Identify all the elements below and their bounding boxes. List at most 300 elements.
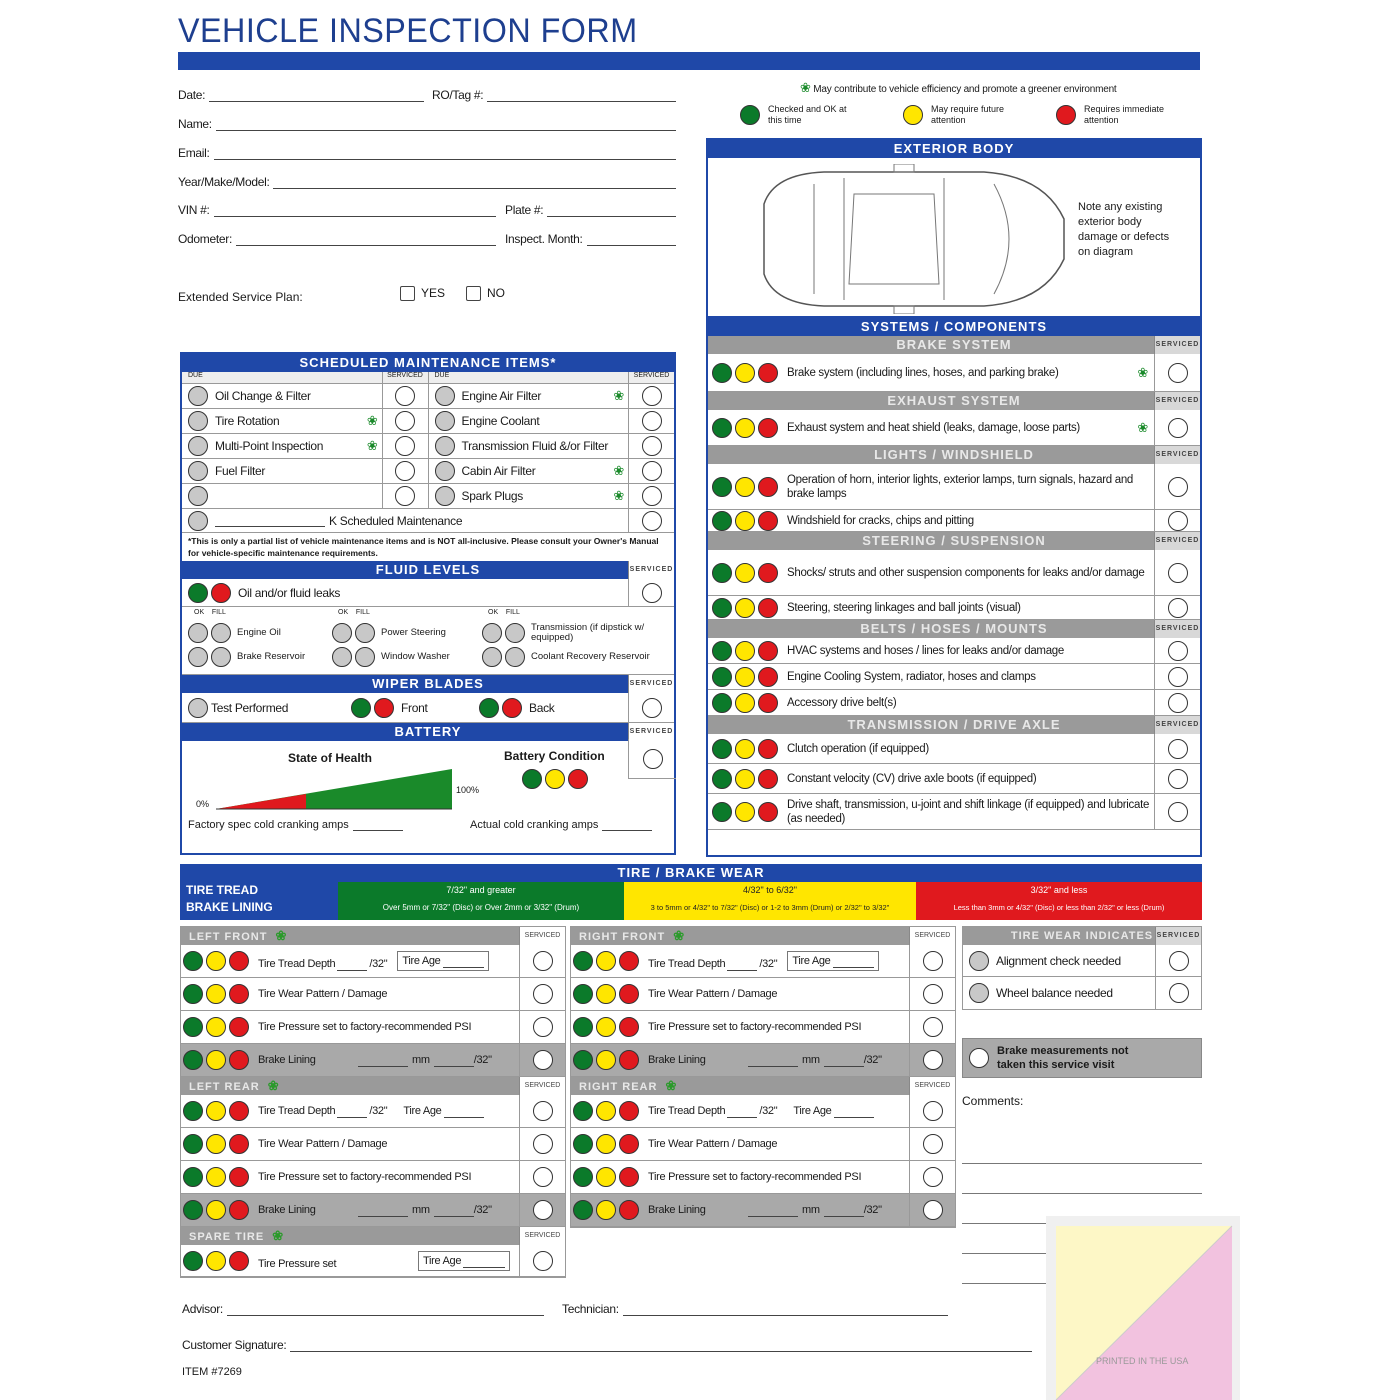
sched-item-row: Engine Coolant: [429, 409, 675, 434]
system-item-row: HVAC systems and hoses / lines for leaks and/or damage: [708, 638, 1200, 664]
red-dot-icon[interactable]: [619, 1167, 639, 1187]
serviced-circle[interactable]: [923, 1101, 943, 1121]
wiper-row: Test Performed Front Back: [182, 693, 674, 723]
fill-circle-icon[interactable]: [505, 647, 525, 667]
tire-row: Tire Wear Pattern / Damage: [181, 978, 565, 1011]
red-dot-icon[interactable]: [229, 951, 249, 971]
tire-row: Tire Tread Depth /32" Tire Age: [181, 1095, 565, 1128]
yellow-dot-icon[interactable]: [206, 1167, 226, 1187]
leaf-icon: ❀: [267, 1078, 280, 1093]
serviced-circle[interactable]: [1168, 511, 1188, 531]
tire-row: Tire Tread Depth /32" Tire Age: [181, 945, 565, 978]
green-dot-icon[interactable]: [573, 984, 593, 1004]
red-dot-icon[interactable]: [758, 667, 778, 687]
system-group-header: TRANSMISSION / DRIVE AXLE SERVICED: [708, 716, 1200, 734]
serviced-circle[interactable]: [1168, 563, 1188, 583]
vin-field[interactable]: VIN #:: [178, 203, 496, 217]
hundred-label: 100%: [456, 785, 480, 795]
system-item-row: Operation of horn, interior lights, exterior lamps, turn signals, hazard and brake lamps: [708, 464, 1200, 510]
systems-panel: [706, 316, 1202, 857]
serviced-circle[interactable]: [642, 698, 662, 718]
fluid-title: FLUID LEVELS SERVICED: [182, 561, 674, 579]
green-dot-icon[interactable]: [573, 1050, 593, 1070]
plate-field[interactable]: Plate #:: [505, 203, 676, 217]
fill-circle-icon[interactable]: [355, 623, 375, 643]
ok-circle-icon[interactable]: [332, 623, 352, 643]
yellow-dot-icon[interactable]: [735, 563, 755, 583]
sched-title: SCHEDULED MAINTENANCE ITEMS*: [182, 354, 674, 372]
tire-block-header: SPARE TIRE ❀: [181, 1227, 521, 1245]
tire-block-spare: SPARE TIRE ❀ SERVICED Tire Pressure set Tire Age: [180, 1226, 566, 1278]
green-dot-icon[interactable]: [183, 1101, 203, 1121]
align-circle-icon[interactable]: [969, 951, 989, 971]
red-dot-icon[interactable]: [758, 363, 778, 383]
red-dot-icon[interactable]: [229, 1017, 249, 1037]
serviced-circle[interactable]: [533, 1134, 553, 1154]
green-dot-icon[interactable]: [712, 667, 732, 687]
yellow-dot-icon[interactable]: [735, 667, 755, 687]
leaf-icon: ❀: [665, 1078, 678, 1093]
green-dot-icon[interactable]: [351, 698, 371, 718]
system-item-row: Constant velocity (CV) drive axle boots (if equipped): [708, 764, 1200, 794]
serviced-circle[interactable]: [395, 436, 415, 456]
fill-circle-icon[interactable]: [211, 647, 231, 667]
red-dot-icon[interactable]: [229, 1251, 249, 1271]
test-circle-icon[interactable]: [188, 698, 208, 718]
yellow-dot-icon[interactable]: [735, 477, 755, 497]
due-circle-icon[interactable]: [188, 411, 208, 431]
fluid-item: Power Steering: [332, 623, 471, 643]
serviced-circle[interactable]: [643, 749, 663, 769]
system-item-row: Drive shaft, transmission, u-joint and shift linkage (if equipped) and lubricate (as needed): [708, 794, 1200, 830]
wear-title: TIRE WEAR INDICATES SERVICED: [963, 927, 1201, 945]
tire-row: Tire Pressure set to factory-recommended PSI: [571, 1011, 955, 1044]
due-circle-icon[interactable]: [435, 386, 455, 406]
green-dot-icon[interactable]: [573, 1200, 593, 1220]
serviced-circle[interactable]: [533, 1017, 553, 1037]
battery-title: BATTERY SERVICED: [182, 723, 674, 741]
yellow-dot-icon[interactable]: [735, 802, 755, 822]
green-dot-icon[interactable]: [712, 477, 732, 497]
due-header: DUE: [428, 372, 629, 383]
green-dot-icon[interactable]: [712, 598, 732, 618]
esp-yes[interactable]: YES: [400, 286, 445, 301]
factory-cca-field[interactable]: Factory spec cold cranking amps: [188, 819, 403, 831]
tire-row: Tire Pressure set to factory-recommended PSI: [571, 1161, 955, 1194]
technician-field[interactable]: Technician:: [562, 1302, 948, 1316]
system-item-row: Steering, steering linkages and ball joints (visual): [708, 596, 1200, 620]
green-dot-icon[interactable]: [712, 563, 732, 583]
red-dot-icon[interactable]: [619, 1101, 639, 1121]
yellow-dot-icon[interactable]: [596, 1050, 616, 1070]
yellow-dot-icon[interactable]: [596, 984, 616, 1004]
due-circle-icon[interactable]: [188, 386, 208, 406]
system-item-row: Accessory drive belt(s): [708, 690, 1200, 716]
yellow-dot-icon[interactable]: [735, 739, 755, 759]
serviced-header: SERVICED: [628, 372, 674, 383]
serviced-circle[interactable]: [395, 486, 415, 506]
tire-section: [180, 864, 1202, 920]
leaf-icon: ❀: [613, 488, 624, 503]
system-group-header: EXHAUST SYSTEM SERVICED: [708, 392, 1200, 410]
due-circle-icon[interactable]: [188, 511, 208, 531]
serviced-circle[interactable]: [642, 411, 662, 431]
serviced-circle[interactable]: [923, 951, 943, 971]
red-dot-icon[interactable]: [758, 769, 778, 789]
actual-cca-field[interactable]: Actual cold cranking amps: [470, 819, 652, 831]
yellow-dot-icon[interactable]: [545, 769, 565, 789]
tire-row: Tire Pressure set Tire Age: [181, 1245, 565, 1277]
item-number: ITEM #7269: [182, 1366, 242, 1378]
leaf-icon: ❀: [366, 438, 378, 453]
serviced-circle[interactable]: [395, 461, 415, 481]
yellow-dot-icon[interactable]: [206, 1134, 226, 1154]
yellow-dot-icon[interactable]: [596, 1134, 616, 1154]
green-dot-icon[interactable]: [573, 1134, 593, 1154]
red-dot-icon[interactable]: [619, 1017, 639, 1037]
name-field[interactable]: Name:: [178, 117, 676, 131]
esp-label: Extended Service Plan:: [178, 290, 303, 304]
tire-row: Brake Lining mm /32": [571, 1194, 955, 1227]
serviced-circle[interactable]: [923, 1050, 943, 1070]
serviced-circle[interactable]: [533, 1050, 553, 1070]
serviced-circle[interactable]: [923, 984, 943, 1004]
balance-circle-icon[interactable]: [969, 983, 989, 1003]
no-checkbox[interactable]: [466, 286, 481, 301]
yes-checkbox[interactable]: [400, 286, 415, 301]
tire-title: TIRE / BRAKE WEAR: [180, 864, 1202, 882]
comments-label: Comments:: [962, 1094, 1024, 1108]
fluid-item: Engine Oil: [188, 623, 327, 643]
tire-row: Brake Lining mm /32": [571, 1044, 955, 1077]
serviced-circle[interactable]: [1168, 693, 1188, 713]
advisor-field[interactable]: Advisor:: [182, 1302, 544, 1316]
leaf-icon: ❀: [673, 928, 686, 943]
leaf-icon: ❀: [613, 463, 624, 478]
due-circle-icon[interactable]: [435, 486, 455, 506]
due-circle-icon[interactable]: [188, 486, 208, 506]
serviced-circle[interactable]: [395, 386, 415, 406]
serviced-circle[interactable]: [642, 583, 662, 603]
serviced-circle[interactable]: [923, 1017, 943, 1037]
yellow-dot-icon[interactable]: [596, 1200, 616, 1220]
red-dot-icon[interactable]: [758, 418, 778, 438]
green-dot-icon[interactable]: [712, 511, 732, 531]
sched-item-row: [182, 484, 428, 509]
green-dot-icon[interactable]: [183, 951, 203, 971]
serviced-circle[interactable]: [923, 1167, 943, 1187]
serviced-circle[interactable]: [642, 386, 662, 406]
legend-red: Requires immediate attention: [1056, 104, 1190, 126]
red-dot-icon[interactable]: [229, 1134, 249, 1154]
battery-section: [182, 741, 674, 831]
serviced-circle[interactable]: [533, 984, 553, 1004]
system-group-header: LIGHTS / WINDSHIELD SERVICED: [708, 446, 1200, 464]
green-dot-icon[interactable]: [712, 363, 732, 383]
yellow-dot-icon[interactable]: [206, 951, 226, 971]
ok-circle-icon[interactable]: [332, 647, 352, 667]
fill-circle-icon[interactable]: [211, 623, 231, 643]
green-dot-icon[interactable]: [183, 984, 203, 1004]
green-dot-icon[interactable]: [573, 1101, 593, 1121]
red-dot-icon[interactable]: [758, 802, 778, 822]
red-dot-icon[interactable]: [758, 598, 778, 618]
red-dot-icon[interactable]: [229, 1167, 249, 1187]
green-dot-icon[interactable]: [183, 1134, 203, 1154]
ok-circle-icon[interactable]: [188, 647, 208, 667]
exterior-title: EXTERIOR BODY: [708, 140, 1200, 158]
serviced-circle[interactable]: [642, 486, 662, 506]
serviced-circle[interactable]: [533, 1101, 553, 1121]
leaf-icon: ❀: [366, 413, 378, 428]
leaf-icon: ❀: [1137, 419, 1148, 435]
green-dot-icon[interactable]: [712, 693, 732, 713]
sched-item-row: Cabin Air Filter ❀: [429, 459, 675, 484]
tire-row: Tire Tread Depth /32" Tire Age: [571, 945, 955, 978]
yellow-dot-icon[interactable]: [206, 1017, 226, 1037]
tire-block-rf: RIGHT FRONT ❀ SERVICED Tire Tread Depth /32" Tire Age Tire Wear Pattern / Damage Tire Pressure set to factory-recommended PSI Brake Lining mm /32": [570, 926, 956, 1078]
due-circle-icon[interactable]: [188, 461, 208, 481]
red-dot-icon[interactable]: [502, 698, 522, 718]
serviced-circle[interactable]: [1168, 802, 1188, 822]
car-diagram-icon[interactable]: [744, 164, 1074, 314]
yellow-dot-icon[interactable]: [596, 1167, 616, 1187]
leaf-icon: ❀: [272, 1228, 285, 1243]
yellow-dot-icon[interactable]: [206, 1200, 226, 1220]
tire-row: Brake Lining mm /32": [181, 1044, 565, 1077]
form-title: VEHICLE INSPECTION FORM: [178, 12, 638, 50]
yellow-dot-icon[interactable]: [596, 1101, 616, 1121]
ro-field[interactable]: RO/Tag #:: [432, 88, 676, 102]
ok-circle-icon[interactable]: [482, 647, 502, 667]
made-in-usa: PRINTED IN THE USA: [1096, 1356, 1189, 1366]
leaf-icon: ❀: [800, 80, 811, 95]
green-dot-icon[interactable]: [183, 1200, 203, 1220]
serviced-circle[interactable]: [923, 1134, 943, 1154]
system-item-row: Engine Cooling System, radiator, hoses and clamps: [708, 664, 1200, 690]
serviced-circle[interactable]: [1169, 951, 1189, 971]
systems-title: SYSTEMS / COMPONENTS: [708, 318, 1200, 336]
leaf-icon: ❀: [275, 928, 288, 943]
green-dot-icon[interactable]: [712, 802, 732, 822]
sched-item-row: Engine Air Filter ❀: [429, 384, 675, 409]
due-circle-icon[interactable]: [435, 436, 455, 456]
yellow-dot-icon[interactable]: [206, 1251, 226, 1271]
fluid-item: Transmission (if dipstick w/ equipped): [482, 623, 681, 643]
condition-label: Battery Condition: [504, 749, 605, 763]
serviced-circle[interactable]: [1168, 739, 1188, 759]
system-item-row: Exhaust system and heat shield (leaks, damage, loose parts) ❀: [708, 410, 1200, 446]
sched-item-row: Spark Plugs ❀: [429, 484, 675, 509]
green-dot-icon[interactable]: [573, 1017, 593, 1037]
serviced-circle[interactable]: [642, 436, 662, 456]
serviced-circle[interactable]: [642, 511, 662, 531]
red-dot-icon[interactable]: [568, 769, 588, 789]
fluid-item: Coolant Recovery Reservoir: [482, 647, 681, 667]
green-dot-icon[interactable]: [188, 583, 208, 603]
tire-block-header: LEFT REAR ❀: [181, 1077, 521, 1095]
sched-item-row: Oil Change & Filter: [182, 384, 428, 409]
yellow-dot-icon[interactable]: [735, 363, 755, 383]
leaf-icon: ❀: [613, 388, 624, 403]
fill-circle-icon[interactable]: [505, 623, 525, 643]
tire-block-rr: RIGHT REAR ❀ SERVICED Tire Tread Depth /32" Tire Age Tire Wear Pattern / Damage Tire Pressure set to factory-recommended PSI Brake Lining mm /32": [570, 1076, 956, 1228]
red-dot-icon[interactable]: [211, 583, 231, 603]
date-field[interactable]: Date:: [178, 88, 424, 102]
tire-row: Tire Pressure set to factory-recommended PSI: [181, 1011, 565, 1044]
sched-item-row: Multi-Point Inspection ❀: [182, 434, 428, 459]
title-bar: [178, 52, 1200, 70]
wiper-title: WIPER BLADES SERVICED: [182, 675, 674, 693]
green-dot-icon[interactable]: [183, 1050, 203, 1070]
green-dot-icon[interactable]: [183, 1251, 203, 1271]
fill-circle-icon[interactable]: [355, 647, 375, 667]
fluid-item: Brake Reservoir: [188, 647, 327, 667]
system-group-header: STEERING / SUSPENSION SERVICED: [708, 532, 1200, 550]
email-field[interactable]: Email:: [178, 146, 676, 160]
system-item-row: Clutch operation (if equipped): [708, 734, 1200, 764]
tire-scale: TIRE TREAD BRAKE LINING 7/32" and greater Over 5mm or 7/32" (Disc) or Over 2mm or 3/32" (Drum) 4/32" to 6/32" 3 to 5mm or 4/32" to 7/32" (Disc) or 1-2 to 3mm (Drum) or 2/32" to 3/32" 3/32" and less Less than 3mm or 4/32" (Disc) or less than 2/32" or less (Drum): [180, 882, 1202, 920]
yellow-dot-icon[interactable]: [735, 641, 755, 661]
not-taken-box: Brake measurements not taken this service visit: [962, 1038, 1202, 1078]
system-item-row: Shocks/ struts and other suspension components for leaks and/or damage: [708, 550, 1200, 596]
red-dot-icon[interactable]: [758, 739, 778, 759]
serviced-circle[interactable]: [1168, 769, 1188, 789]
serviced-circle[interactable]: [1168, 598, 1188, 618]
serviced-circle[interactable]: [1168, 477, 1188, 497]
serviced-circle[interactable]: [642, 461, 662, 481]
yellow-dot-icon[interactable]: [735, 418, 755, 438]
zero-label: 0%: [196, 799, 210, 809]
red-dot-icon[interactable]: [374, 698, 394, 718]
tire-block-header: RIGHT FRONT ❀: [571, 927, 911, 945]
tire-block-header: RIGHT REAR ❀: [571, 1077, 911, 1095]
system-group-header: BELTS / HOSES / MOUNTS SERVICED: [708, 620, 1200, 638]
signature-field[interactable]: Customer Signature:: [182, 1338, 1032, 1352]
tire-block-lf: LEFT FRONT ❀ SERVICED Tire Tread Depth /32" Tire Age Tire Wear Pattern / Damage Tire Pressure set to factory-recommended PSI Brake Lining mm /32": [180, 926, 566, 1078]
sched-footnote: *This is only a partial list of vehicle maintenance items and is NOT all-inclusive. Please consult your Owner's Manual for vehicle-specific maintenance requirements.: [188, 536, 659, 558]
green-dot-icon[interactable]: [183, 1167, 203, 1187]
serviced-circle[interactable]: [1169, 983, 1189, 1003]
yellow-dot-icon[interactable]: [206, 1050, 226, 1070]
health-gauge: [216, 769, 456, 811]
yellow-dot-icon[interactable]: [735, 511, 755, 531]
red-dot-icon[interactable]: [619, 1134, 639, 1154]
yellow-dot-icon[interactable]: [206, 1101, 226, 1121]
exterior-panel: [706, 138, 1202, 318]
exterior-note: Note any existing exterior body damage or defects on diagram: [1078, 201, 1170, 258]
sched-item-row: Transmission Fluid &/or Filter: [429, 434, 675, 459]
ok-circle-icon[interactable]: [188, 623, 208, 643]
due-circle-icon[interactable]: [435, 411, 455, 431]
tire-block-header: LEFT FRONT ❀: [181, 927, 521, 945]
serviced-circle[interactable]: [1168, 667, 1188, 687]
serviced-circle[interactable]: [533, 1200, 553, 1220]
red-dot-icon[interactable]: [619, 1200, 639, 1220]
green-dot-icon[interactable]: [573, 1167, 593, 1187]
yellow-dot-icon[interactable]: [735, 769, 755, 789]
green-legend: ❀ May contribute to vehicle efficiency and promote a greener environment: [800, 80, 1117, 95]
legend-green: Checked and OK at this time: [740, 104, 860, 126]
inspect-month-field[interactable]: Inspect. Month:: [505, 232, 676, 246]
red-dot-icon[interactable]: [758, 693, 778, 713]
red-dot-icon[interactable]: [619, 1050, 639, 1070]
red-dot-icon: [1056, 105, 1076, 125]
red-dot-icon[interactable]: [229, 1101, 249, 1121]
red-dot-icon[interactable]: [619, 951, 639, 971]
red-dot-icon[interactable]: [229, 1200, 249, 1220]
sched-item-row: Fuel Filter: [182, 459, 428, 484]
serviced-circle[interactable]: [1168, 363, 1188, 383]
green-dot-icon[interactable]: [573, 951, 593, 971]
green-dot-icon: [740, 105, 760, 125]
red-dot-icon[interactable]: [758, 477, 778, 497]
red-dot-icon[interactable]: [229, 1050, 249, 1070]
red-dot-icon[interactable]: [758, 563, 778, 583]
yellow-dot-icon[interactable]: [735, 598, 755, 618]
serviced-circle[interactable]: [1168, 418, 1188, 438]
serviced-circle[interactable]: [395, 411, 415, 431]
sched-item-row: Tire Rotation ❀: [182, 409, 428, 434]
system-item-row: Windshield for cracks, chips and pitting: [708, 510, 1200, 532]
serviced-circle[interactable]: [533, 1167, 553, 1187]
maintenance-panel: SCHEDULED MAINTENANCE ITEMS* DUE SERVICED DUE SERVICED Oil Change & Filter Tire Rotation ❀ Multi-Point Inspection ❀ Fuel Filter Engine Air Filter ❀ Engine Coolant Transmission Fluid &/or Filter Cabin Air Filter ❀ Spark Plugs ❀ K Scheduled Maintenance *This is only a partial list of vehicle maintenance items and is NOT all-inclusive. Please consult your Owner's Manual for vehicle-specific maintenance requirements. FLUID LEVELS SERVICED Oil and/or fluid leaks OK FILL Engine Oil Brake Reservoir OK FILL Power Steering Window Washer OK FILL Transmission (if dipstick w/ equipped) Coolant Recovery Reservoir WIPER BLADES SERVICED Test Performed Front Back BATTERY SERVICED State of Health 0% 100% Battery Condition Factory spec cold cranking amps Actual cold cranking amps: [180, 352, 676, 855]
carbon-copy-corner: [1040, 1210, 1240, 1400]
yellow-dot-icon[interactable]: [735, 693, 755, 713]
yellow-dot-icon: [903, 105, 923, 125]
ymm-field[interactable]: Year/Make/Model:: [178, 175, 676, 189]
yellow-dot-icon[interactable]: [206, 984, 226, 1004]
health-label: State of Health: [288, 751, 373, 765]
fluid-leak-row: Oil and/or fluid leaks: [182, 579, 674, 607]
battery-condition-dots: [522, 769, 591, 789]
green-dot-icon[interactable]: [712, 769, 732, 789]
serviced-circle[interactable]: [923, 1200, 943, 1220]
fluid-item: Window Washer: [332, 647, 471, 667]
due-circle-icon[interactable]: [188, 436, 208, 456]
green-dot-icon[interactable]: [712, 739, 732, 759]
tire-row: Tire Wear Pattern / Damage: [571, 1128, 955, 1161]
yellow-dot-icon[interactable]: [596, 951, 616, 971]
serviced-circle[interactable]: [1168, 641, 1188, 661]
tire-row: Brake Lining mm /32": [181, 1194, 565, 1227]
ok-circle-icon[interactable]: [482, 623, 502, 643]
green-dot-icon[interactable]: [522, 769, 542, 789]
red-dot-icon[interactable]: [229, 984, 249, 1004]
green-dot-icon[interactable]: [712, 641, 732, 661]
tire-row: Tire Pressure set to factory-recommended PSI: [181, 1161, 565, 1194]
serviced-circle[interactable]: [533, 1251, 553, 1271]
green-dot-icon[interactable]: [479, 698, 499, 718]
esp-no[interactable]: NO: [466, 286, 505, 301]
green-dot-icon[interactable]: [183, 1017, 203, 1037]
odometer-field[interactable]: Odometer:: [178, 232, 496, 246]
serviced-circle[interactable]: [533, 951, 553, 971]
green-dot-icon[interactable]: [712, 418, 732, 438]
due-circle-icon[interactable]: [435, 461, 455, 481]
wear-indicates-panel: TIRE WEAR INDICATES SERVICED Alignment check needed Wheel balance needed: [962, 926, 1202, 1010]
leaf-icon: ❀: [1137, 364, 1148, 380]
system-item-row: Brake system (including lines, hoses, and parking brake) ❀: [708, 354, 1200, 392]
legend-yellow: May require future attention: [903, 104, 1023, 126]
not-taken-circle[interactable]: [969, 1048, 989, 1068]
tire-block-lr: LEFT REAR ❀ SERVICED Tire Tread Depth /32" Tire Age Tire Wear Pattern / Damage Tire Pressure set to factory-recommended PSI Brake Lining mm /32": [180, 1076, 566, 1228]
red-dot-icon[interactable]: [758, 511, 778, 531]
red-dot-icon[interactable]: [758, 641, 778, 661]
yellow-dot-icon[interactable]: [596, 1017, 616, 1037]
due-header: DUE: [188, 372, 203, 379]
red-dot-icon[interactable]: [619, 984, 639, 1004]
